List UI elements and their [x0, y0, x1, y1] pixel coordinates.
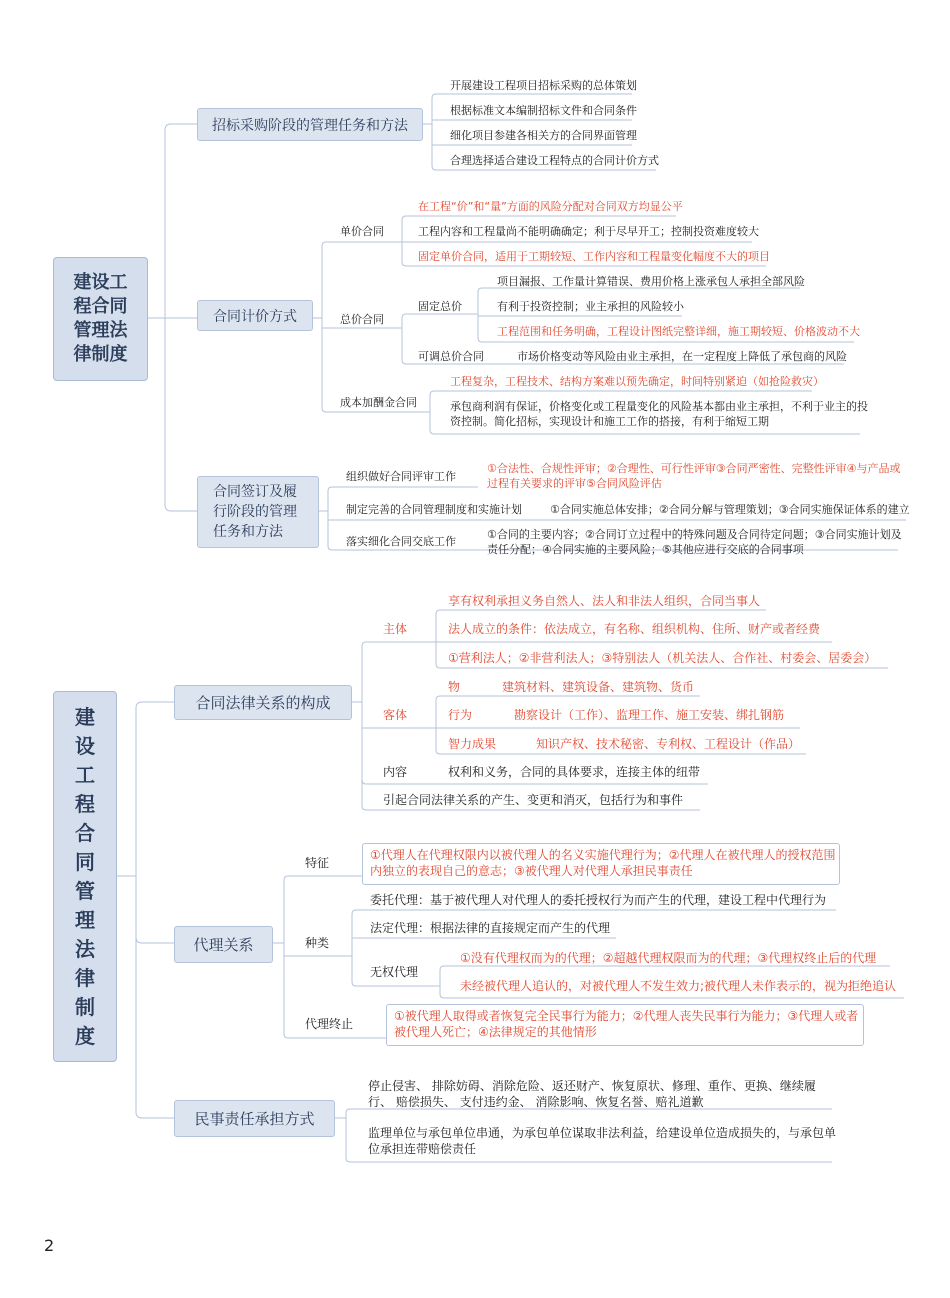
object-row2-key: 行为 — [448, 708, 473, 722]
map1-branch-pricing[interactable] — [197, 300, 313, 331]
map2-branch-civil-liability[interactable] — [174, 1100, 335, 1137]
object-row3-key: 智力成果 — [448, 737, 497, 751]
map2-root-char-10: 律 — [75, 965, 95, 990]
civil-liability-item-1: 停止侵害、 排除妨碍、消除危险、返还财产、恢复原状、修理、重作、更换、继续履行、 赔偿损失、 支付违约金、 消除影响、恢复名誉、赔礼道歉 — [368, 1079, 816, 1109]
map1-root — [53, 257, 148, 381]
agency-feature-label[interactable]: 特征 — [305, 856, 330, 870]
subject-item-2: 法人成立的条件：依法成立，有名称、组织机构、住所、财产或者经费 — [448, 622, 821, 636]
agency-end-label[interactable]: 代理终止 — [305, 1017, 354, 1031]
agency-kinds-label[interactable]: 种类 — [305, 936, 330, 950]
no-authority-label[interactable]: 无权代理 — [370, 965, 419, 979]
map2-root-char-12: 度 — [75, 1023, 95, 1048]
signing-row1-label[interactable]: 组织做好合同评审工作 — [346, 470, 456, 483]
content-text: 权利和义务，合同的具体要求，连接主体的纽带 — [448, 765, 701, 779]
bidding-item-2: 根据标准文本编制招标文件和合同条件 — [450, 104, 637, 117]
signing-row2-label[interactable]: 制定完善的合同管理制度和实施计划 — [346, 503, 522, 516]
unit-contract-label[interactable]: 单价合同 — [340, 225, 384, 238]
unit-item-2: 工程内容和工程量尚不能明确确定；利于尽早开工；控制投资难度较大 — [418, 225, 759, 238]
map2-root-char-1: 建 — [75, 704, 95, 729]
signing-row2-text: ①合同实施总体安排；②合同分解与管理策划；③合同实施保证体系的建立 — [550, 503, 910, 516]
map2-root-char-6: 同 — [75, 849, 95, 874]
fixed-item-1: 项目漏报、工作量计算错误、费用价格上涨承包人承担全部风险 — [497, 275, 805, 288]
subject-item-1: 享有权利承担义务自然人、法人和非法人组织，合同当事人 — [448, 594, 761, 608]
map1-branch-bidding-label: 招标采购阶段的管理任务和方法 — [212, 117, 408, 134]
fixed-total-label[interactable]: 固定总价 — [418, 300, 462, 313]
map2-branch-agency[interactable] — [174, 926, 273, 963]
map1-branch-signing-label: 合同签订及履行阶段的管理任务和方法 — [213, 484, 297, 540]
object-row1-value: 建筑材料、建筑设备、建筑物、货币 — [502, 680, 695, 694]
signing-row3-label[interactable]: 落实细化合同交底工作 — [346, 535, 456, 548]
legal-agency-text: 法定代理：根据法律的直接规定而产生的代理 — [370, 921, 611, 935]
map2-branch-civil-liability-label: 民事责任承担方式 — [194, 1110, 315, 1128]
subject-label[interactable]: 主体 — [383, 622, 408, 636]
map2-root-char-7: 管 — [75, 878, 95, 903]
fixed-item-3: 工程范围和任务明确，工程设计图纸完整详细，施工期较短、价格波动不大 — [497, 325, 860, 338]
signing-row3-text: ①合同的主要内容；②合同订立过程中的特殊问题及合同待定问题；③合同实施计划及责任分配；④合同实施的主要风险；⑤其他应进行交底的合同事项 — [487, 528, 902, 556]
object-row3-value: 知识产权、技术秘密、专利权、工程设计（作品） — [536, 737, 801, 751]
map2-root-char-2: 设 — [75, 733, 95, 758]
signing-row1-text: ①合法性、合规性评审；②合理性、可行性评审③合同严密性、完整性评审④与产品或过程有关要求的评审⑤合同风险评估 — [487, 462, 901, 490]
adjustable-total-text: 市场价格变动等风险由业主承担，在一定程度上降低了承包商的风险 — [517, 350, 847, 363]
no-authority-item-1: ①没有代理权而为的代理；②超越代理权限而为的代理；③代理权终止后的代理 — [460, 951, 877, 965]
bidding-item-1: 开展建设工程项目招标采购的总体策划 — [450, 79, 637, 92]
entrusted-agency-text: 委托代理：基于被代理人对代理人的委托授权行为而产生的代理，建设工程中代理行为 — [370, 893, 827, 907]
unit-item-1: 在工程“价”和“量”方面的风险分配对合同双方均显公平 — [418, 200, 683, 213]
map1-root-label: 建设工程合同管理法律制度 — [73, 272, 128, 365]
map1-branch-signing[interactable] — [197, 476, 319, 548]
page-number: 2 — [44, 1236, 55, 1255]
total-contract-label[interactable]: 总价合同 — [340, 313, 384, 326]
map2-root-char-8: 理 — [75, 907, 95, 932]
map1-branch-pricing-label: 合同计价方式 — [213, 308, 297, 325]
bidding-item-4: 合理选择适合建设工程特点的合同计价方式 — [450, 154, 659, 167]
content-label[interactable]: 内容 — [383, 765, 408, 779]
map2-root-char-4: 程 — [75, 791, 95, 816]
subject-item-3: ①营利法人；②非营利法人；③特别法人（机关法人、合作社、村委会、居委会） — [448, 651, 877, 665]
map2-root-char-3: 工 — [75, 762, 95, 787]
object-label[interactable]: 客体 — [383, 708, 408, 722]
map2-root-char-9: 法 — [75, 936, 95, 961]
object-row1-key: 物 — [448, 680, 461, 694]
map2-branch-legal-relation[interactable] — [174, 685, 352, 720]
cost-plus-label[interactable]: 成本加酬金合同 — [340, 396, 417, 409]
no-authority-item-2: 未经被代理人追认的，对被代理人不发生效力;被代理人未作表示的，视为拒绝追认 — [460, 979, 897, 993]
cost-item-2: 承包商利润有保证，价格变化或工程量变化的风险基本都由业主承担，不利于业主的投资控制。简化招标，实现设计和施工工作的搭接，有利于缩短工期 — [450, 400, 868, 428]
bidding-item-3: 细化项目参建各相关方的合同界面管理 — [450, 129, 637, 142]
adjustable-total-label[interactable]: 可调总价合同 — [418, 350, 484, 363]
map2-root-char-11: 制 — [75, 994, 95, 1019]
map2-root — [53, 691, 117, 1062]
agency-end-text: ①被代理人取得或者恢复完全民事行为能力；②代理人丧失民事行为能力；③代理人或者被代理人死亡；④法律规定的其他情形 — [394, 1009, 859, 1039]
cause-text: 引起合同法律关系的产生、变更和消灭，包括行为和事件 — [383, 793, 684, 807]
map2-branch-legal-relation-label: 合同法律关系的构成 — [195, 694, 331, 712]
map2-root-char-5: 合 — [75, 820, 95, 845]
cost-item-1: 工程复杂，工程技术、结构方案难以预先确定，时间特别紧迫（如抢险救灾） — [450, 375, 824, 388]
unit-item-3: 固定单价合同，适用于工期较短、工作内容和工程量变化幅度不大的项目 — [418, 250, 770, 263]
civil-liability-item-2: 监理单位与承包单位串通，为承包单位谋取非法利益，给建设单位造成损失的，与承包单位承担连带赔偿责任 — [368, 1126, 837, 1156]
object-row2-value: 勘察设计（工作）、监理工作、施工安装、绑扎钢筋 — [514, 708, 785, 722]
agency-feature-text: ①代理人在代理权限内以被代理人的名义实施代理行为；②代理人在被代理人的授权范围内独立的表现自己的意志；③被代理人对代理人承担民事责任 — [370, 848, 836, 878]
fixed-item-2: 有利于投资控制；业主承担的风险较小 — [497, 300, 684, 313]
map2-branch-agency-label: 代理关系 — [193, 936, 254, 954]
map1-branch-bidding[interactable] — [197, 108, 423, 141]
